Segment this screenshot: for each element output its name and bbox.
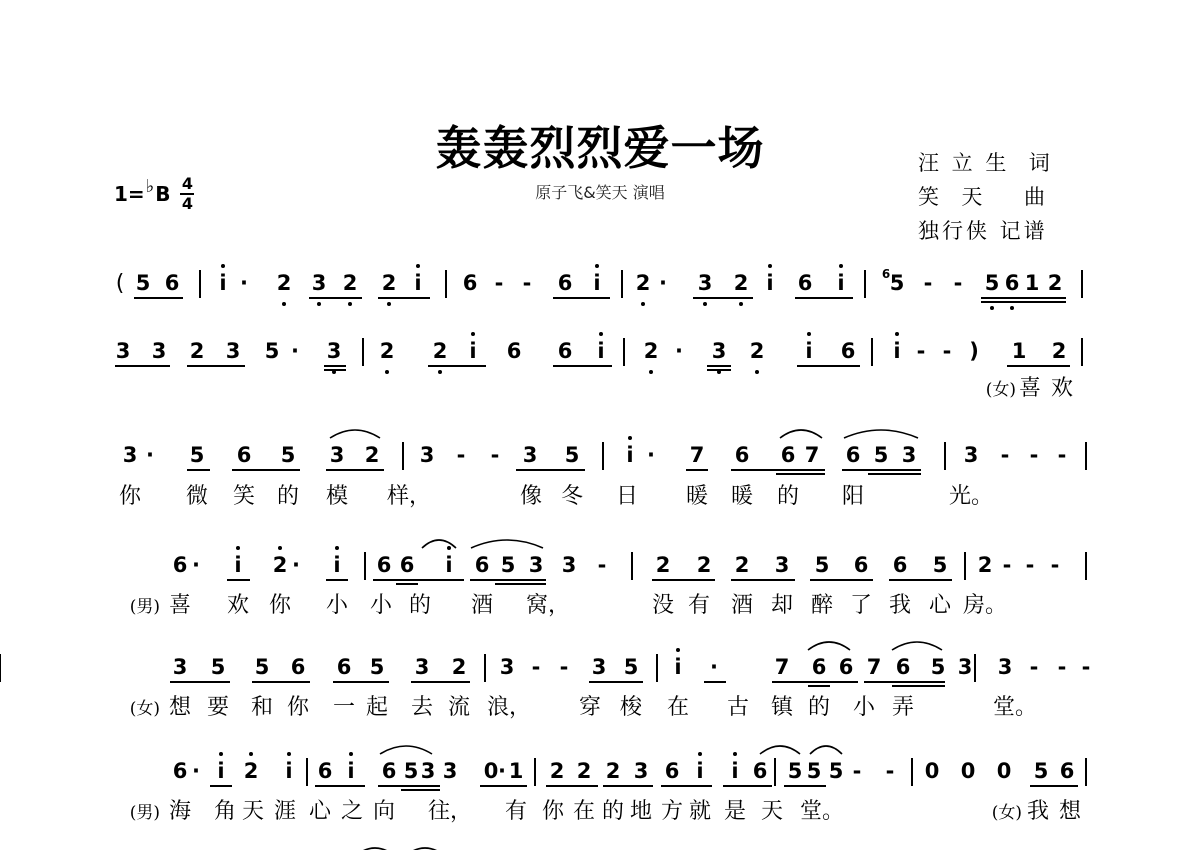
row4-note: i — [234, 553, 242, 577]
row2-note: 1 — [1011, 339, 1027, 363]
row1-note: 6 — [1004, 271, 1020, 295]
row5-note: i — [674, 655, 682, 679]
row3-note: 5 — [189, 443, 205, 467]
lyric: 却 — [770, 593, 794, 618]
row5-note: 5 — [930, 655, 946, 679]
lyric: 天 — [760, 799, 784, 824]
lyric: 浪， — [486, 695, 532, 720]
row3-note: 6 — [845, 443, 861, 467]
lyric: 向 — [372, 799, 396, 824]
lyric: 你 — [286, 695, 310, 720]
row5-note: 3 — [414, 655, 430, 679]
row6-dash: - — [885, 759, 895, 783]
row2-note: 3 — [151, 339, 167, 363]
lyric: 的 — [408, 593, 432, 618]
row3-note: 3 — [329, 443, 345, 467]
lyric: 有 — [687, 593, 711, 618]
lyric: 古 — [726, 695, 750, 720]
row1-dash: - — [953, 271, 963, 295]
octave-dot — [649, 370, 653, 374]
lyric: 弄 — [891, 695, 915, 720]
row4-note: 6 — [376, 553, 392, 577]
time-bottom: 4 — [181, 194, 193, 213]
octave-dot — [1010, 306, 1014, 310]
slur-arc — [380, 746, 432, 754]
row5-note: 3 — [172, 655, 188, 679]
row2-bracket: ) — [969, 339, 979, 363]
row6-note: 6 — [381, 759, 397, 783]
row3-note: 6 — [236, 443, 252, 467]
row5-dash: - — [531, 655, 541, 679]
row4-note: 2 — [977, 553, 993, 577]
row2-note: 3 — [115, 339, 131, 363]
row5-note: 3 — [957, 655, 973, 679]
octave-dot — [236, 546, 240, 550]
row4-note: 2 — [655, 553, 671, 577]
row3-note: 5 — [280, 443, 296, 467]
lyric: 要 — [206, 695, 230, 720]
row4-dash: - — [1025, 553, 1035, 577]
row2-note: 2 — [432, 339, 448, 363]
row6-note: 5 — [828, 759, 844, 783]
octave-dot — [839, 264, 843, 268]
row1-dash: - — [522, 271, 532, 295]
lyric: 欢 — [226, 593, 250, 618]
row6-augmentation-dot: · — [192, 759, 200, 783]
octave-dot — [282, 302, 286, 306]
row6-note: 6 — [1059, 759, 1075, 783]
row5-dash: - — [559, 655, 569, 679]
lyric-marker: (女) — [985, 380, 1016, 400]
lyric: 角 — [213, 799, 237, 824]
lyric: 堂。 — [799, 799, 845, 824]
lyric: 就 — [688, 799, 712, 824]
row2-note: 2 — [643, 339, 659, 363]
row1-note: 3 — [311, 271, 327, 295]
row1-note: i — [219, 271, 227, 295]
key-prefix: 1= — [114, 182, 145, 206]
row6-note: 0 — [960, 759, 976, 783]
row1-note: i — [414, 271, 422, 295]
transcriber-credit: 独行侠 记谱 — [918, 219, 1048, 243]
row6-note: 5 — [787, 759, 803, 783]
row2-note: 2 — [379, 339, 395, 363]
row1-note: 5 — [984, 271, 1000, 295]
row1-dash: - — [494, 271, 504, 295]
lyric: 喜 — [1018, 376, 1042, 401]
row4-note: 6 — [853, 553, 869, 577]
row5-note: 6 — [336, 655, 352, 679]
octave-dot — [219, 752, 223, 756]
row5-note: 5 — [369, 655, 385, 679]
octave-dot — [733, 752, 737, 756]
octave-dot — [385, 370, 389, 374]
row4-dash: - — [597, 553, 607, 577]
row1-note: 2 — [635, 271, 651, 295]
lyric: 的 — [601, 799, 625, 824]
row1-dash: - — [923, 271, 933, 295]
lyric: 小 — [369, 593, 393, 618]
lyric: 之 — [340, 799, 364, 824]
row1-note: i — [766, 271, 774, 295]
octave-dot — [599, 332, 603, 336]
row4-note: 3 — [528, 553, 544, 577]
row2-note: i — [469, 339, 477, 363]
row3-dash: - — [456, 443, 466, 467]
row2-note: 3 — [711, 339, 727, 363]
row3-note: 5 — [873, 443, 889, 467]
row1-note: i — [837, 271, 845, 295]
row4-note: 5 — [500, 553, 516, 577]
row4-note: 6 — [172, 553, 188, 577]
slur-arc — [760, 746, 800, 754]
singer-credit: 原子飞&笑天 演唱 — [535, 183, 665, 202]
lyric: 笑 — [232, 484, 256, 509]
row6-note: 3 — [420, 759, 436, 783]
row3-note: 3 — [522, 443, 538, 467]
row2-augmentation-dot: · — [291, 339, 299, 363]
row1-note: 2 — [1047, 271, 1063, 295]
row6-note: i — [696, 759, 704, 783]
row6-note: 3 — [633, 759, 649, 783]
lyric: 在 — [666, 695, 690, 720]
octave-dot — [348, 302, 352, 306]
row6-note: 1 — [508, 759, 524, 783]
lyric: 阳 — [841, 484, 865, 509]
row5-note: 5 — [210, 655, 226, 679]
octave-dot — [335, 546, 339, 550]
lyric-marker: (男) — [129, 803, 160, 823]
song-title: 轰轰烈烈爱一场 — [435, 121, 765, 175]
row6-note: 6 — [752, 759, 768, 783]
octave-dot — [447, 546, 451, 550]
row5-note: 3 — [997, 655, 1013, 679]
slur-arc — [780, 430, 822, 438]
octave-dot — [416, 264, 420, 268]
octave-dot — [698, 752, 702, 756]
row4-note: 5 — [932, 553, 948, 577]
lyric: 方 — [660, 799, 684, 824]
lyric: 喜 — [168, 593, 192, 618]
row3-note: 3 — [963, 443, 979, 467]
octave-dot — [317, 302, 321, 306]
row2-note: 6 — [506, 339, 522, 363]
lyric: 去 — [410, 695, 434, 720]
row5-note: 6 — [838, 655, 854, 679]
row3-dash: - — [490, 443, 500, 467]
row3-note: 7 — [804, 443, 820, 467]
lyric: 小 — [852, 695, 876, 720]
octave-dot — [990, 306, 994, 310]
row1-note: 1 — [1024, 271, 1040, 295]
row6-augmentation-dot: · — [498, 759, 506, 783]
lyric: 你 — [268, 593, 292, 618]
row4-note: 2 — [272, 553, 288, 577]
row5-note: 5 — [623, 655, 639, 679]
row4-note: 2 — [734, 553, 750, 577]
open-paren: ( — [115, 271, 125, 296]
row5-dash: - — [1029, 655, 1039, 679]
lyric: 的 — [807, 695, 831, 720]
row6-note: 0 — [996, 759, 1012, 783]
row4-note: 6 — [399, 553, 415, 577]
lyric: 和 — [250, 695, 274, 720]
row3-note: 3 — [122, 443, 138, 467]
row6-note: i — [285, 759, 293, 783]
row5-note: 7 — [866, 655, 882, 679]
lyric: 想 — [1058, 799, 1082, 824]
row5-note: 2 — [451, 655, 467, 679]
time-top: 4 — [181, 174, 193, 193]
row1-note: 6 — [164, 271, 180, 295]
lyric: 是 — [723, 799, 747, 824]
lyric: 你 — [118, 484, 142, 509]
slur-arc — [844, 430, 918, 438]
lyric: 日 — [615, 484, 639, 509]
row5-note: 3 — [499, 655, 515, 679]
lyric-marker: (男) — [129, 597, 160, 617]
lyric: 的 — [776, 484, 800, 509]
lyric: 冬 — [560, 484, 584, 509]
row1-note: 6 — [462, 271, 478, 295]
octave-dot — [332, 370, 336, 374]
octave-dot — [221, 264, 225, 268]
row1-augmentation-dot: · — [240, 271, 248, 295]
row2-note: 2 — [189, 339, 205, 363]
octave-dot — [768, 264, 772, 268]
lyric-marker: (女) — [129, 699, 160, 719]
lyric: 心 — [928, 593, 952, 618]
octave-dot — [249, 752, 253, 756]
row1-note: i — [593, 271, 601, 295]
row3-note: 6 — [734, 443, 750, 467]
octave-dot — [387, 302, 391, 306]
slur-arc — [810, 746, 842, 754]
composer-credit: 笑 天 曲 — [918, 185, 1049, 209]
lyric: 往， — [427, 799, 473, 824]
row4-note: 2 — [696, 553, 712, 577]
lyric: 起 — [365, 695, 389, 720]
row3-note: 5 — [564, 443, 580, 467]
lyric: 像 — [519, 484, 543, 509]
octave-dot — [755, 370, 759, 374]
slur-arc — [422, 540, 456, 548]
row1-note: 2 — [733, 271, 749, 295]
lyric: 窝， — [525, 593, 571, 618]
lyric: 房。 — [962, 593, 1008, 618]
key-note: B — [155, 182, 171, 206]
octave-dot — [287, 752, 291, 756]
slur-arc — [471, 540, 543, 548]
row1-note: 5 — [135, 271, 151, 295]
lyric: 酒 — [730, 593, 754, 618]
row4-augmentation-dot: · — [292, 553, 300, 577]
row1-note: 2 — [342, 271, 358, 295]
row4-note: i — [333, 553, 341, 577]
lyric: 地 — [629, 799, 653, 824]
slur-arc — [330, 430, 380, 438]
row6-note: 5 — [806, 759, 822, 783]
row6-note: i — [731, 759, 739, 783]
row3-note: 7 — [689, 443, 705, 467]
lyric: 有 — [504, 799, 528, 824]
octave-dot — [703, 302, 707, 306]
row3-note: i — [626, 443, 634, 467]
octave-dot — [676, 648, 680, 652]
row6-note: 2 — [243, 759, 259, 783]
lyric: 光。 — [948, 484, 994, 509]
lyric: 流 — [447, 695, 471, 720]
row2-dash: - — [942, 339, 952, 363]
slur-arc — [892, 642, 942, 650]
row3-dash: - — [1000, 443, 1010, 467]
lyricist-credit: 汪 立 生 词 — [918, 151, 1053, 175]
row2-note: 2 — [1051, 339, 1067, 363]
row2-augmentation-dot: · — [675, 339, 683, 363]
lyric: 梭 — [619, 695, 643, 720]
octave-dot — [739, 302, 743, 306]
row6-note: 2 — [605, 759, 621, 783]
lyric: 涯 — [273, 799, 297, 824]
row3-dash: - — [1029, 443, 1039, 467]
lyric: 在 — [572, 799, 596, 824]
row4-augmentation-dot: · — [192, 553, 200, 577]
lyric: 我 — [888, 593, 912, 618]
row3-augmentation-dot: · — [146, 443, 154, 467]
row6-note: 6 — [664, 759, 680, 783]
lyric: 一 — [332, 695, 356, 720]
row5-note: 6 — [811, 655, 827, 679]
row1-note: 5 — [889, 271, 905, 295]
lyric: 的 — [276, 484, 300, 509]
row6-note: 3 — [442, 759, 458, 783]
row1-augmentation-dot: · — [659, 271, 667, 295]
lyric: 模 — [325, 484, 349, 509]
lyric: 样， — [386, 484, 432, 509]
row5-note: 6 — [290, 655, 306, 679]
lyric: 暖 — [685, 484, 709, 509]
row3-note: 6 — [780, 443, 796, 467]
row1-note: 6 — [557, 271, 573, 295]
row5-augmentation-dot: · — [710, 655, 718, 679]
octave-dot — [807, 332, 811, 336]
lyric: 天 — [241, 799, 265, 824]
octave-dot — [471, 332, 475, 336]
row6-note: i — [217, 759, 225, 783]
row2-note: 6 — [557, 339, 573, 363]
octave-dot — [641, 302, 645, 306]
lyric: 没 — [651, 593, 675, 618]
lyric: 心 — [308, 799, 332, 824]
row1-note: 2 — [276, 271, 292, 295]
octave-dot — [628, 436, 632, 440]
lyric: 醉 — [810, 593, 834, 618]
lyric: 镇 — [770, 695, 794, 720]
row3-note: 3 — [901, 443, 917, 467]
row4-dash: - — [1002, 553, 1012, 577]
row2-note: 5 — [264, 339, 280, 363]
row5-note: 5 — [254, 655, 270, 679]
grace-note: 6 — [881, 267, 891, 281]
row4-note: 6 — [892, 553, 908, 577]
lyric: 暖 — [730, 484, 754, 509]
row2-note: 3 — [225, 339, 241, 363]
lyric: 你 — [541, 799, 565, 824]
row5-note: 6 — [895, 655, 911, 679]
row6-note: 5 — [403, 759, 419, 783]
row4-dash: - — [1050, 553, 1060, 577]
lyric: 小 — [325, 593, 349, 618]
lyric-marker: (女) — [991, 803, 1022, 823]
row2-note: i — [597, 339, 605, 363]
octave-dot — [438, 370, 442, 374]
lyric: 穿 — [578, 695, 602, 720]
row6-note: 6 — [317, 759, 333, 783]
lyric: 想 — [168, 695, 192, 720]
row3-note: 2 — [364, 443, 380, 467]
octave-dot — [895, 332, 899, 336]
row5-note: 7 — [774, 655, 790, 679]
octave-dot — [349, 752, 353, 756]
row4-note: i — [445, 553, 453, 577]
octave-dot — [717, 370, 721, 374]
flat-sign-icon: ♭ — [145, 175, 155, 197]
row2-note: 6 — [840, 339, 856, 363]
row5-note: 3 — [591, 655, 607, 679]
row4-note: 5 — [814, 553, 830, 577]
row3-augmentation-dot: · — [647, 443, 655, 467]
lyric: 微 — [185, 484, 209, 509]
row2-note: 3 — [326, 339, 342, 363]
row5-dash: - — [1081, 655, 1091, 679]
row2-dash: - — [916, 339, 926, 363]
row5-dash: - — [1057, 655, 1067, 679]
row3-dash: - — [1057, 443, 1067, 467]
row1-note: 6 — [797, 271, 813, 295]
row4-note: 6 — [474, 553, 490, 577]
row2-note: i — [805, 339, 813, 363]
lyric: 欢 — [1050, 376, 1074, 401]
row4-note: 3 — [561, 553, 577, 577]
row2-note: i — [893, 339, 901, 363]
row6-dash: - — [852, 759, 862, 783]
octave-dot — [595, 264, 599, 268]
row6-note: 0 — [924, 759, 940, 783]
row6-note: 2 — [576, 759, 592, 783]
row6-note: 0 — [483, 759, 499, 783]
row2-note: 2 — [749, 339, 765, 363]
row6-note: i — [347, 759, 355, 783]
lyric: 了 — [849, 593, 873, 618]
row1-note: 2 — [381, 271, 397, 295]
row6-note: 2 — [549, 759, 565, 783]
row6-note: 5 — [1033, 759, 1049, 783]
row4-note: 3 — [774, 553, 790, 577]
row3-note: 3 — [419, 443, 435, 467]
lyric: 海 — [168, 799, 192, 824]
lyric: 堂。 — [992, 695, 1038, 720]
octave-dot — [278, 546, 282, 550]
row1-note: 3 — [697, 271, 713, 295]
row6-note: 6 — [172, 759, 188, 783]
slur-arc — [808, 642, 850, 650]
lyric: 酒 — [470, 593, 494, 618]
lyric: 我 — [1026, 799, 1050, 824]
